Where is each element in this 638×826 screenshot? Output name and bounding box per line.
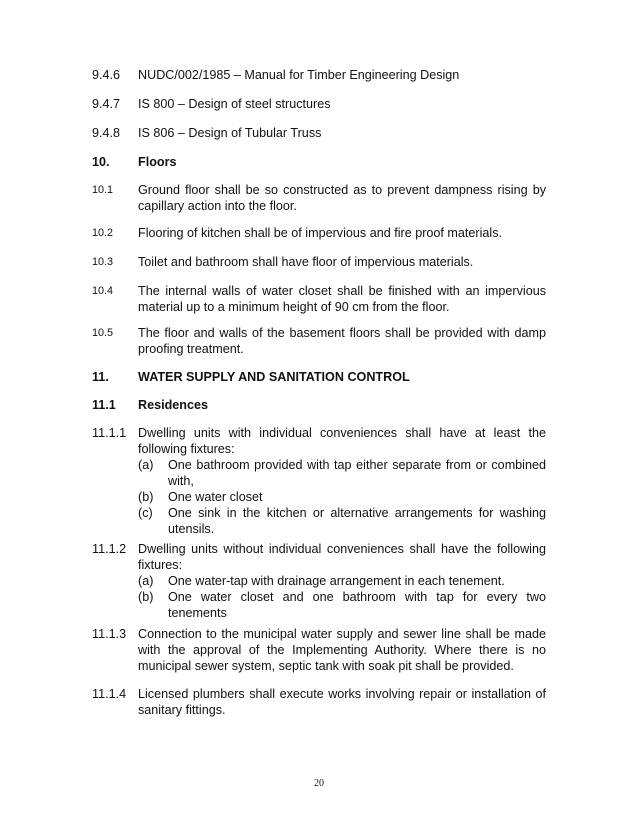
clause-text: Licensed plumbers shall execute works involving repair or installation of sanitary fittings.: [138, 687, 546, 717]
section-number: 11.: [92, 370, 109, 384]
clause-10-2: [92, 225, 546, 241]
clause-number: 10.4: [92, 285, 114, 297]
clause-10-3: [92, 254, 546, 270]
list-text: One water closet: [168, 490, 263, 504]
clause-text: Flooring of kitchen shall be of impervious and fire proof materials.: [138, 226, 502, 240]
list-label: (c): [138, 506, 153, 520]
clause-number: 11.1.3: [92, 627, 127, 641]
list-label: (a): [138, 574, 154, 588]
clause-number: 10.5: [92, 327, 114, 339]
list-item: [138, 573, 546, 589]
list-label: (b): [138, 590, 154, 604]
clause-number: 9.4.7: [92, 97, 121, 111]
clause-11-1-2: [92, 541, 546, 621]
clause-text: NUDC/002/1985 – Manual for Timber Engineering Design: [138, 68, 460, 82]
clause-number: 10.1: [92, 184, 114, 196]
list-item: [138, 489, 546, 505]
subsection-title: Residences: [138, 398, 209, 412]
clause-number: 11.1.4: [92, 687, 127, 701]
clause-text: IS 806 – Design of Tubular Truss: [138, 126, 322, 140]
clause-text: Toilet and bathroom shall have floor of impervious materials.: [138, 255, 474, 269]
list-text: One water-tap with drainage arrangement in each tenement.: [168, 574, 505, 588]
clause-number: 10.2: [92, 227, 114, 239]
clause-number: 11.1.2: [92, 542, 127, 556]
clause-number: 9.4.8: [92, 126, 121, 140]
clause-text: Ground floor shall be so constructed as to prevent dampness rising by capillary action into the floor.: [138, 183, 546, 213]
clause-10-4: [92, 283, 546, 315]
clause-text: Dwelling units with individual conveniences shall have at least the following fixtures:: [138, 426, 546, 456]
list-item: [138, 505, 546, 537]
page-number: 20: [314, 778, 324, 789]
list-label: (b): [138, 490, 154, 504]
clause-text: The internal walls of water closet shall be finished with an impervious material up to a minimum height of 90 cm from the floor.: [138, 284, 546, 314]
list-label: (a): [138, 458, 154, 472]
section-title: WATER SUPPLY AND SANITATION CONTROL: [138, 370, 410, 384]
ref-9-4-6: [92, 67, 546, 83]
section-title: Floors: [138, 155, 177, 169]
list-text: One bathroom provided with tap either separate from or combined with,: [168, 458, 546, 488]
list-text: One sink in the kitchen or alternative arrangements for washing utensils.: [168, 506, 546, 536]
list-text: One water closet and one bathroom with tap for every two tenements: [168, 590, 546, 620]
clause-11-1-4: [92, 686, 546, 718]
subsection-number: 11.1: [92, 398, 116, 412]
section-heading-water-supply: [92, 369, 546, 385]
subsection-heading-residences: [92, 397, 546, 413]
clause-number: 11.1.1: [92, 426, 127, 440]
section-heading-floors: [92, 154, 546, 170]
clause-text: Dwelling units without individual conveniences shall have the following fixtures:: [138, 542, 546, 572]
list-item: [138, 589, 546, 621]
section-number: 10.: [92, 155, 110, 169]
clause-text: IS 800 – Design of steel structures: [138, 97, 331, 111]
clause-11-1-3: [92, 626, 546, 674]
clause-11-1-1: [92, 425, 546, 537]
ref-9-4-8: [92, 125, 546, 141]
clause-text: The floor and walls of the basement floors shall be provided with damp proofing treatment.: [138, 326, 546, 356]
clause-number: 10.3: [92, 256, 114, 268]
ref-9-4-7: [92, 96, 546, 112]
clause-10-1: [92, 182, 546, 214]
clause-text: Connection to the municipal water supply and sewer line shall be made with the approval of the Implementing Authority. Where there is no municipal sewer system, septic tank with soak pit shall be provided.: [138, 627, 546, 673]
list-item: [138, 457, 546, 489]
clause-10-5: [92, 325, 546, 357]
clause-number: 9.4.6: [92, 68, 121, 82]
